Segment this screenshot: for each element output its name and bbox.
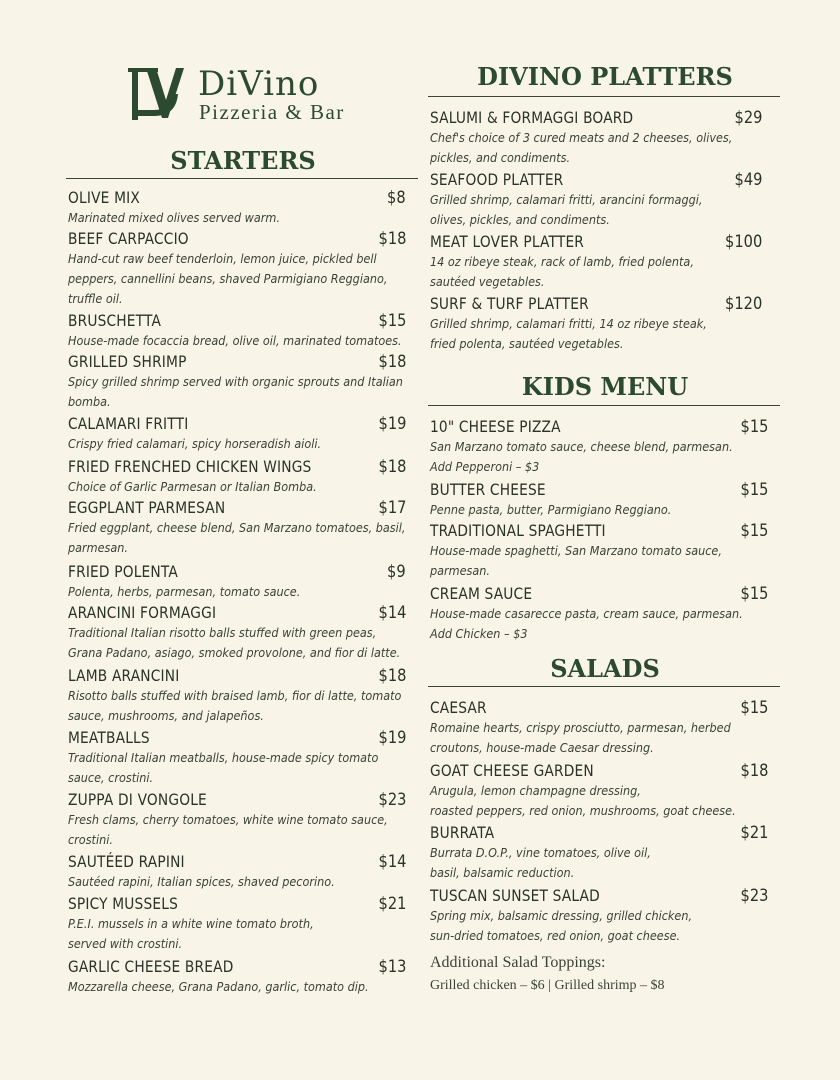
kids-menu-item: [430, 584, 768, 644]
item-description: parmesan.: [68, 540, 129, 555]
item-description: House-made spaghetti, San Marzano tomato sauce,: [430, 543, 722, 558]
starters-menu-item: [68, 311, 406, 351]
item-description: bomba.: [68, 394, 111, 409]
item-name: SAUTÉED RAPINI: [68, 852, 185, 871]
item-name: FRIED POLENTA: [68, 562, 178, 581]
item-name: BRUSCHETTA: [68, 311, 162, 330]
item-description: sautéed vegetables.: [430, 274, 545, 289]
item-name: CAESAR: [430, 698, 487, 717]
item-price: $15: [740, 584, 768, 604]
salads-menu-item: [430, 886, 768, 946]
item-name: OLIVE MIX: [68, 188, 140, 207]
item-name: MEAT LOVER PLATTER: [430, 232, 585, 251]
starters-menu-item: [68, 728, 406, 788]
item-name: TUSCAN SUNSET SALAD: [430, 886, 600, 905]
item-price: $18: [378, 666, 406, 686]
item-name: SURF & TURF PLATTER: [430, 294, 589, 313]
item-price: $18: [378, 229, 406, 249]
item-name: SEAFOOD PLATTER: [430, 170, 564, 189]
item-price: $18: [378, 457, 406, 477]
platters-heading: DIVINO PLATTERS: [477, 62, 733, 91]
item-description: 14 oz ribeye steak, rack of lamb, fried polenta,: [430, 254, 694, 269]
item-name: FRIED FRENCHED CHICKEN WINGS: [68, 457, 312, 476]
item-price: $15: [378, 311, 406, 331]
item-price: $15: [740, 521, 768, 541]
item-description: Crispy fried calamari, spicy horseradish aioli.: [68, 436, 322, 451]
item-description: truffle oil.: [68, 291, 123, 306]
salad-toppings-list: Grilled chicken – $6 | Grilled shrimp – $8: [430, 978, 665, 993]
item-price: $13: [378, 957, 406, 977]
starters-menu-item: [68, 666, 406, 726]
kids-menu-item: [430, 417, 768, 477]
item-name: EGGPLANT PARMESAN: [68, 498, 226, 517]
starters-menu-item: [68, 498, 406, 558]
item-description: sauce, mushrooms, and jalapeños.: [68, 708, 264, 723]
item-name: GARLIC CHEESE BREAD: [68, 957, 234, 976]
item-description: Romaine hearts, crispy prosciutto, parmesan, herbed: [430, 720, 731, 735]
item-name: CREAM SAUCE: [430, 584, 533, 603]
item-price: $18: [740, 761, 768, 781]
item-description: crostini.: [68, 832, 113, 847]
item-description: House-made casarecce pasta, cream sauce, parmesan.: [430, 606, 743, 621]
item-price: $23: [740, 886, 768, 906]
item-description: Hand-cut raw beef tenderloin, lemon juice, pickled bell: [68, 251, 377, 266]
kids-menu-item: [430, 521, 768, 581]
item-description: pickles, and condiments.: [430, 150, 571, 165]
item-price: $14: [378, 852, 406, 872]
item-name: LAMB ARANCINI: [68, 666, 180, 685]
platters-menu-item: [430, 170, 762, 230]
platters-divider: [428, 96, 780, 97]
item-description: Mozzarella cheese, Grana Padano, garlic, tomato dip.: [68, 979, 369, 994]
item-name: ARANCINI FORMAGGI: [68, 603, 217, 622]
brand-subtitle: Pizzeria & Bar: [199, 100, 345, 124]
item-price: $120: [724, 294, 762, 314]
starters-menu-item: [68, 957, 406, 997]
starters-menu-item: [68, 894, 406, 954]
starters-menu-item: [68, 352, 406, 412]
item-description: Grilled shrimp, calamari fritti, 14 oz ribeye steak,: [430, 316, 707, 331]
item-description: Grana Padano, asiago, smoked provolone, and fior di latte.: [68, 645, 401, 660]
item-name: TRADITIONAL SPAGHETTI: [430, 521, 606, 540]
item-name: BURRATA: [430, 823, 495, 842]
salads-divider: [428, 686, 780, 687]
item-description: croutons, house-made Caesar dressing.: [430, 740, 654, 755]
item-description: Add Chicken – $3: [430, 626, 528, 641]
item-price: $15: [740, 417, 768, 437]
item-price: $19: [378, 414, 406, 434]
item-description: Risotto balls stuffed with braised lamb, fior di latte, tomato: [68, 688, 402, 703]
item-description: sauce, crostini.: [68, 770, 154, 785]
item-price: $14: [378, 603, 406, 623]
brand-logo: [124, 66, 374, 126]
item-price: $100: [724, 232, 762, 252]
item-price: $15: [740, 698, 768, 718]
starters-menu-item: [68, 790, 406, 850]
starters-menu-item: [68, 414, 406, 454]
item-description: parmesan.: [430, 563, 491, 578]
salads-menu-item: [430, 823, 768, 883]
salads-menu-item: [430, 761, 768, 821]
item-name: BUTTER CHEESE: [430, 480, 546, 499]
item-description: P.E.I. mussels in a white wine tomato broth,: [68, 916, 314, 931]
platters-menu-item: [430, 232, 762, 292]
item-price: $29: [734, 108, 762, 128]
item-description: Fresh clams, cherry tomatoes, white wine tomato sauce,: [68, 812, 388, 827]
item-description: fried polenta, sautéed vegetables.: [430, 336, 624, 351]
item-description: San Marzano tomato sauce, cheese blend, parmesan.: [430, 439, 733, 454]
item-price: $23: [378, 790, 406, 810]
item-description: Spring mix, balsamic dressing, grilled chicken,: [430, 908, 693, 923]
item-description: Arugula, lemon champagne dressing,: [430, 783, 641, 798]
starters-menu-item: [68, 229, 406, 309]
item-name: GRILLED SHRIMP: [68, 352, 187, 371]
item-description: Spicy grilled shrimp served with organic sprouts and Italian: [68, 374, 403, 389]
item-name: SALUMI & FORMAGGI BOARD: [430, 108, 634, 127]
item-name: ZUPPA DI VONGOLE: [68, 790, 207, 809]
platters-menu-item: [430, 294, 762, 354]
item-name: CALAMARI FRITTI: [68, 414, 189, 433]
item-price: $8: [387, 188, 406, 208]
item-description: roasted peppers, red onion, mushrooms, goat cheese.: [430, 803, 736, 818]
item-price: $21: [378, 894, 406, 914]
item-description: Traditional Italian meatballs, house-made spicy tomato: [68, 750, 379, 765]
platters-menu-item: [430, 108, 762, 168]
kids-menu-item: [430, 480, 768, 520]
item-description: served with crostini.: [68, 936, 183, 951]
item-description: Chef's choice of 3 cured meats and 2 cheeses, olives,: [430, 130, 733, 145]
salads-menu-item: [430, 698, 768, 758]
salads-heading: SALADS: [550, 654, 660, 683]
salad-toppings-title: Additional Salad Toppings:: [430, 954, 606, 971]
item-name: MEATBALLS: [68, 728, 150, 747]
dv-monogram-icon: [124, 66, 188, 122]
item-description: peppers, cannellini beans, shaved Parmigiano Reggiano,: [68, 271, 388, 286]
item-price: $17: [378, 498, 406, 518]
item-description: sun-dried tomatoes, red onion, goat cheese.: [430, 928, 681, 943]
starters-divider: [66, 178, 418, 179]
item-description: Choice of Garlic Parmesan or Italian Bomba.: [68, 479, 317, 494]
item-description: Polenta, herbs, parmesan, tomato sauce.: [68, 584, 301, 599]
item-description: olives, pickles, and condiments.: [430, 212, 610, 227]
starters-menu-item: [68, 457, 406, 497]
kids-divider: [428, 405, 780, 406]
starters-menu-item: [68, 562, 406, 602]
item-description: Add Pepperoni – $3: [430, 459, 540, 474]
starters-heading: STARTERS: [170, 146, 316, 175]
item-price: $15: [740, 480, 768, 500]
starters-menu-item: [68, 852, 406, 892]
item-description: Burrata D.O.P., vine tomatoes, olive oil,: [430, 845, 651, 860]
item-description: Marinated mixed olives served warm.: [68, 210, 280, 225]
brand-name: DiVino: [198, 64, 320, 104]
item-price: $18: [378, 352, 406, 372]
item-description: Penne pasta, butter, Parmigiano Reggiano.: [430, 502, 672, 517]
item-description: Fried eggplant, cheese blend, San Marzano tomatoes, basil,: [68, 520, 406, 535]
item-description: Grilled shrimp, calamari fritti, arancini formaggi,: [430, 192, 703, 207]
item-name: BEEF CARPACCIO: [68, 229, 189, 248]
item-name: GOAT CHEESE GARDEN: [430, 761, 594, 780]
item-description: Sautéed rapini, Italian spices, shaved pecorino.: [68, 874, 335, 889]
item-description: Traditional Italian risotto balls stuffed with green peas,: [68, 625, 377, 640]
starters-menu-item: [68, 188, 406, 228]
item-price: $49: [734, 170, 762, 190]
item-name: SPICY MUSSELS: [68, 894, 178, 913]
starters-menu-item: [68, 603, 406, 663]
item-name: 10" CHEESE PIZZA: [430, 417, 561, 436]
item-price: $21: [740, 823, 768, 843]
item-price: $19: [378, 728, 406, 748]
item-description: basil, balsamic reduction.: [430, 865, 575, 880]
item-description: House-made focaccia bread, olive oil, marinated tomatoes.: [68, 333, 402, 348]
item-price: $9: [387, 562, 406, 582]
kids-heading: KIDS MENU: [521, 372, 689, 401]
